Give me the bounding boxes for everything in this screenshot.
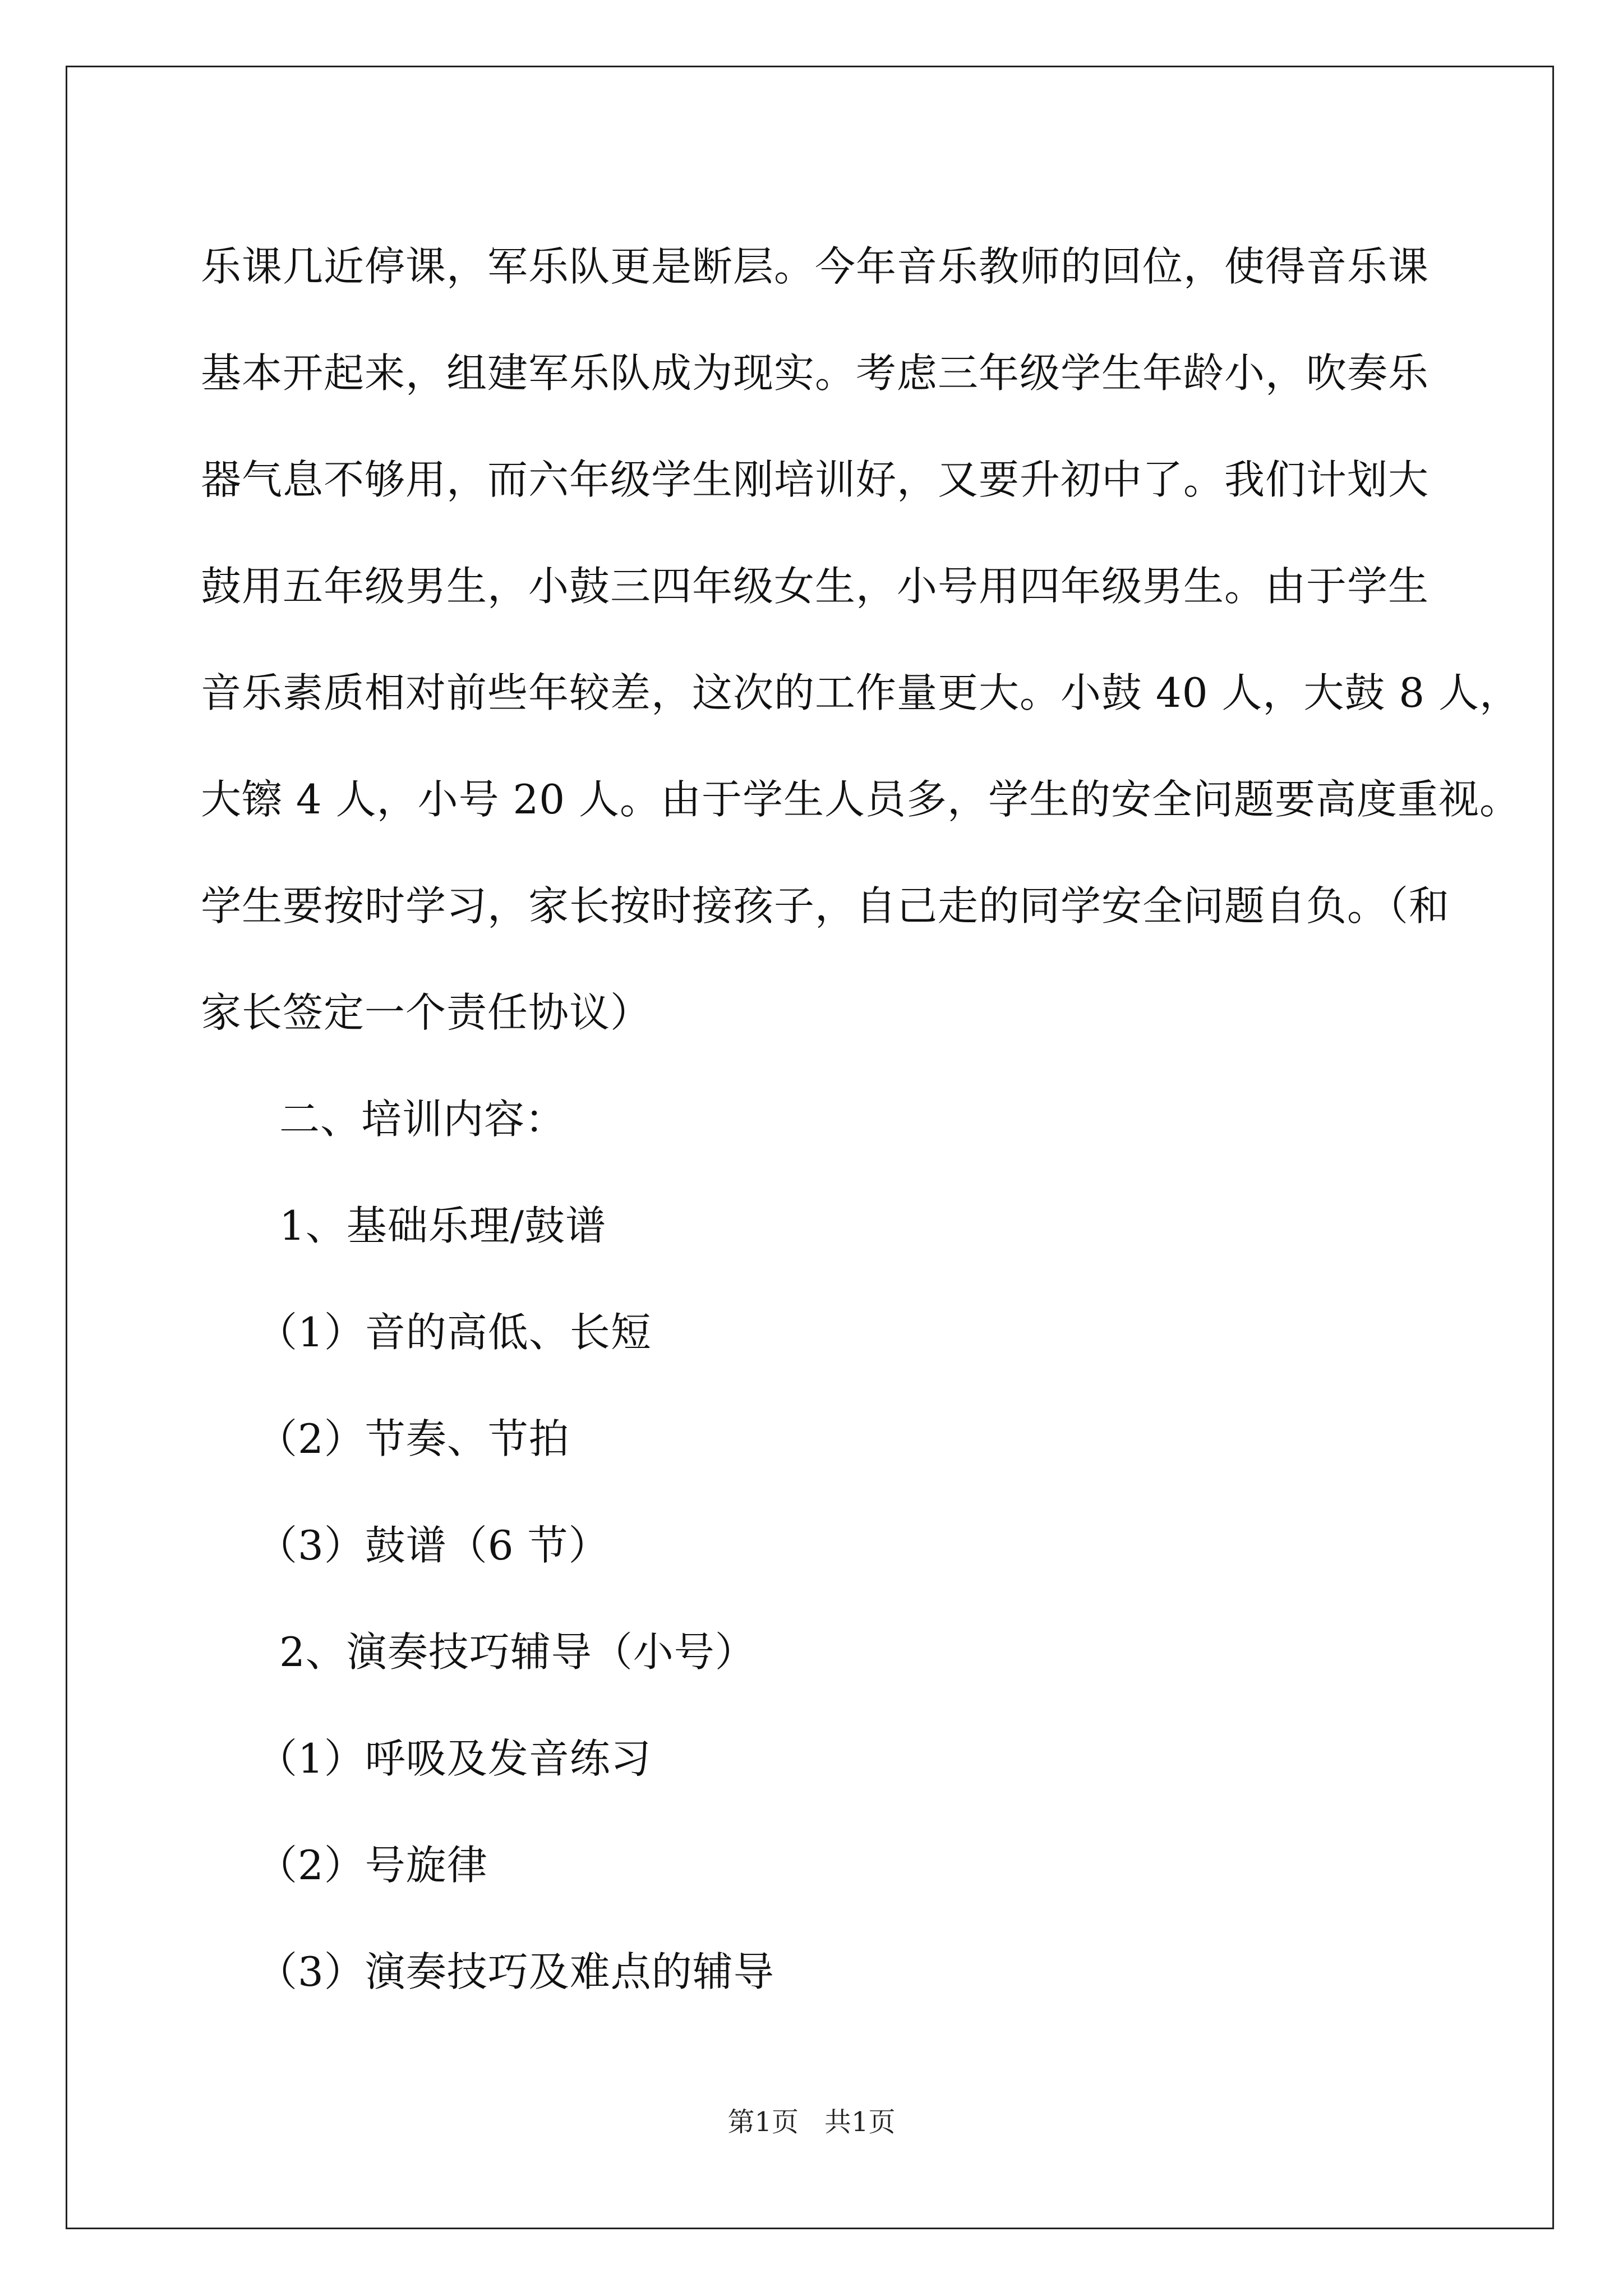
list-subitem: （2）号旋律	[257, 1842, 488, 1889]
paragraph-line: 家长签定一个责任协议）	[201, 989, 652, 1036]
document-body	[201, 213, 1520, 2025]
page-footer	[0, 2105, 1623, 2139]
list-item-title: 2、演奏技巧辅导（小号）	[279, 1628, 756, 1676]
list-subitem: （3）演奏技巧及难点的辅导	[257, 1948, 774, 1995]
list-subitem: （2）节奏、节拍	[257, 1415, 570, 1462]
paragraph-line: 乐课几近停课，军乐队更是断层。今年音乐教师的回位，使得音乐课	[201, 243, 1430, 290]
paragraph-line: 音乐素质相对前些年较差，这次的工作量更大。小鼓 40 人，大鼓 8 人，	[201, 669, 1520, 716]
training-content-section	[201, 1066, 1423, 2025]
paragraph-line: 基本开起来，组建军乐队成为现实。考虑三年级学生年龄小，吹奏乐	[201, 349, 1430, 397]
paragraph-line: 鼓用五年级男生，小鼓三四年级女生，小号用四年级男生。由于学生	[201, 563, 1430, 610]
section-heading: 二、培训内容：	[279, 1096, 566, 1143]
paragraph-line: 大镲 4 人，小号 20 人。由于学生人员多，学生的安全问题要高度重视。	[201, 776, 1520, 823]
paragraph-line: 器气息不够用，而六年级学生刚培训好，又要升初中了。我们计划大	[201, 456, 1430, 503]
page-total: 共1页	[824, 2106, 896, 2138]
list-subitem: （3）鼓谱（6 节）	[257, 1522, 610, 1569]
intro-paragraph	[201, 213, 1520, 1066]
paragraph-line: 学生要按时学习，家长按时接孩子，自己走的同学安全问题自负。（和	[201, 882, 1450, 930]
list-subitem: （1）音的高低、长短	[257, 1309, 652, 1356]
page-number: 第1页	[727, 2106, 799, 2138]
list-subitem: （1）呼吸及发音练习	[257, 1735, 652, 1782]
list-item-title: 1、基础乐理/鼓谱	[279, 1202, 607, 1249]
